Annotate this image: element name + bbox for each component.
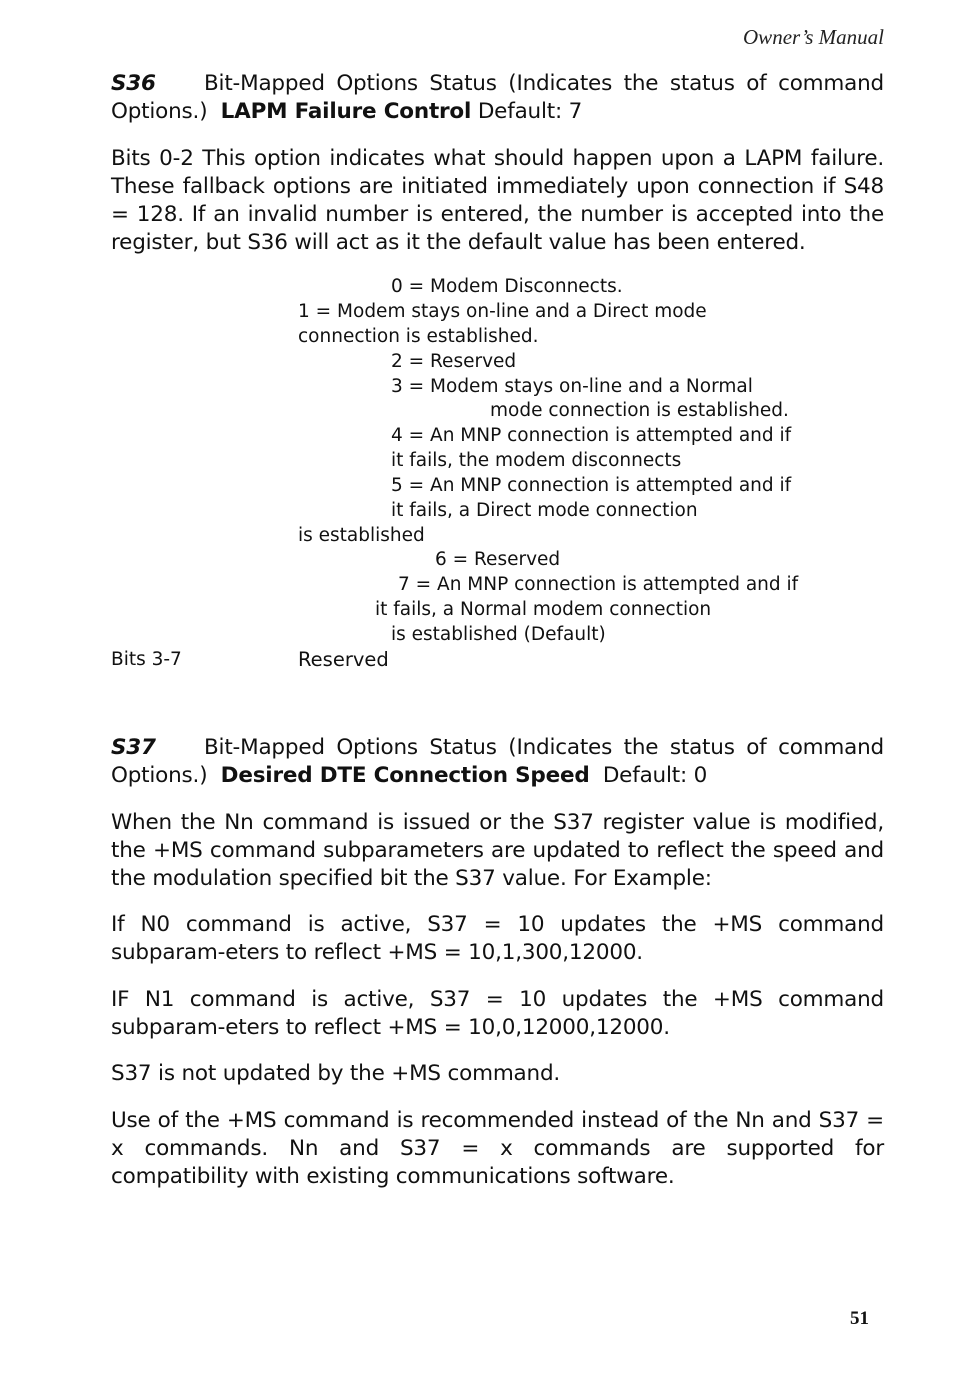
s37-paragraph: Use of the +MS command is recommended instead of the Nn and S37 = x commands. Nn and S37 = x commands are supported for compatibility with existing communications software. <box>111 1108 884 1189</box>
s36-title: Bit-Mapped Options Status (Indicates the status of command Options.) <box>111 71 884 124</box>
option-line: it fails, the modem disconnects <box>391 450 682 471</box>
option-line: it fails, a Normal modem connection <box>375 599 712 620</box>
s37-heading <box>111 734 884 790</box>
option-line: is established (Default) <box>391 624 606 645</box>
s37-name: Desired DTE Connection Speed <box>220 763 590 788</box>
option-line: 2 = Reserved <box>391 351 517 372</box>
s37-paragraph: S37 is not updated by the +MS command. <box>111 1061 561 1086</box>
option-line: mode connection is established. <box>490 400 789 421</box>
s37-paragraph: When the Nn command is issued or the S37 register value is modified, the +MS command subparameters are updated to reflect the speed and the modulation specified bit the S37 value. For Example: <box>111 810 884 891</box>
option-line: 7 = An MNP connection is attempted and if <box>398 574 799 595</box>
option-line: 1 = Modem stays on-line and a Direct mode <box>298 301 707 322</box>
s36-heading <box>111 70 884 126</box>
option-line: 4 = An MNP connection is attempted and if <box>391 425 792 446</box>
running-header: Owner’s Manual <box>743 25 884 49</box>
option-line: it fails, a Direct mode connection <box>391 500 698 521</box>
bits37-value: Reserved <box>298 648 389 671</box>
s37-paragraph: If N0 command is active, S37 = 10 updates the +MS command subparam-eters to reflect +MS = 10,1,300,12000. <box>111 912 884 965</box>
s37-title: Bit-Mapped Options Status (Indicates the status of command Options.) <box>111 735 884 788</box>
s37-register: S37 <box>111 735 156 760</box>
s36-default: Default: 7 <box>477 99 583 124</box>
s36-bits02-description: Bits 0-2 This option indicates what should happen upon a LAPM failure. These fallback options are initiated immediately upon connection if S48 = 128. If an invalid number is entered, the number is accepted into the register, but S36 will act as it the default value has been entered. <box>111 146 884 255</box>
option-line: 6 = Reserved <box>435 549 561 570</box>
s37-paragraph: IF N1 command is active, S37 = 10 updates the +MS command subparam-eters to reflect +MS = 10,0,12000,12000. <box>111 987 884 1040</box>
s37-default: Default: 0 <box>602 763 708 788</box>
page-number: 51 <box>850 1308 869 1329</box>
bits37-label: Bits 3-7 <box>111 649 182 670</box>
option-line: is established <box>298 525 425 546</box>
option-line: 0 = Modem Disconnects. <box>391 276 623 297</box>
s36-name: LAPM Failure Control <box>220 99 472 124</box>
s36-register: S36 <box>111 71 156 96</box>
option-line: 5 = An MNP connection is attempted and if <box>391 475 792 496</box>
option-line: connection is established. <box>298 326 539 347</box>
option-line: 3 = Modem stays on-line and a Normal <box>391 376 753 397</box>
